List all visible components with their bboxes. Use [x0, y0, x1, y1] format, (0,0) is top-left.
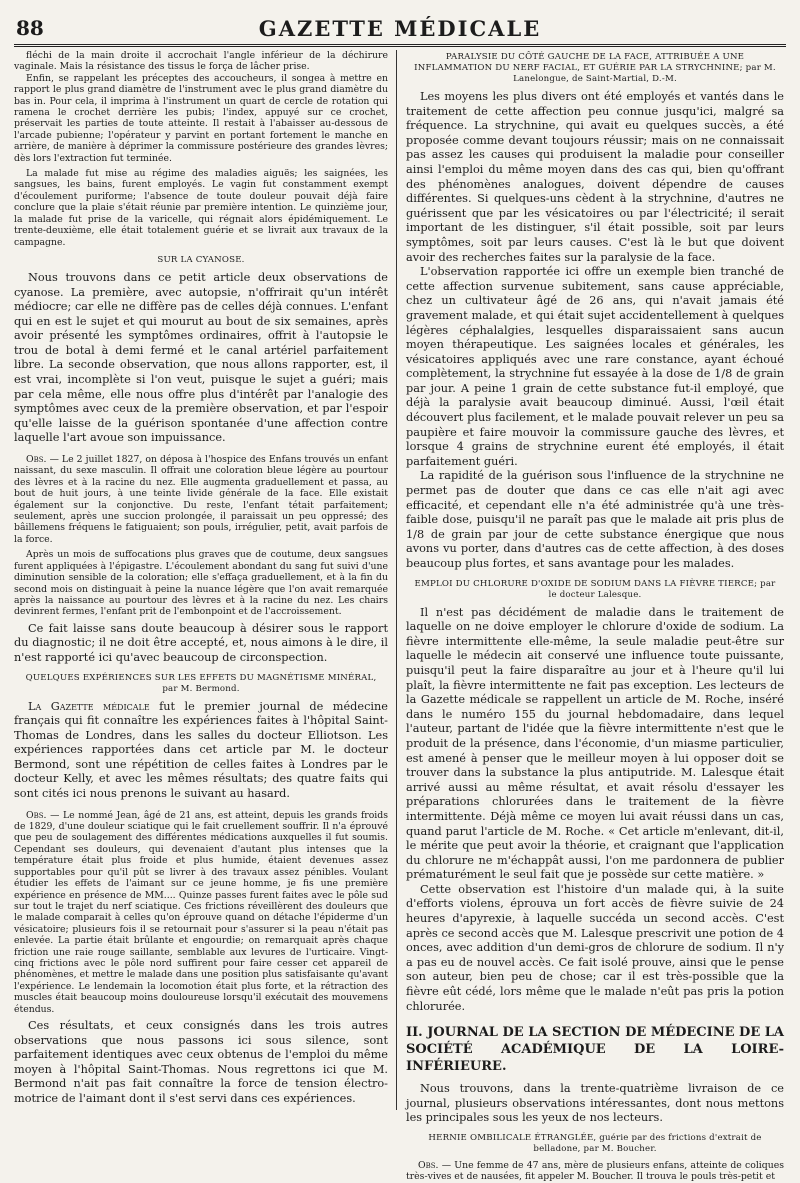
newspaper-page	[14, 10, 786, 1183]
journal-name: La Gazette médicale	[28, 699, 150, 713]
paragraph: Les moyens les plus divers ont été employés et vantés dans le traitement de cette affection peu connue jusqu'ici, malgré sa fréquence. La strychnine, qui avait eu quelques succès, a été proposée comme devant toujours réussir; mais on ne connaissait pas assez les causes qui produisent la maladie pour conseiller ainsi l'emploi du même moyen dans des cas qui, bien qu'offrant des phénomènes analogues, doivent dépendre de causes différentes. Si quelques-uns cèdent à la strychnine, d'autres ne guérissent que par les vésicatoires ou par l'électricité; il serait important de les distinguer, s'il était possible, soit par leurs symptômes, soit par leurs causes. C'est là le but que doivent avoir des recherches faites sur la paralysie de la face.	[406, 90, 784, 264]
paragraph-text: fut le premier journal de médecine français qui fit connaître les expériences faites à l'hôpital Saint-Thomas de Londres, dans les salles du docteur Elliotson. Les expériences rapportées dans cet article par M. le docteur Bermond, sont une répétition de celles faites à Londres par le docteur Kelly, et avec les mêmes résultats; des quatre faits qui sont cités ici nous prenons le suivant au hasard.	[14, 699, 388, 801]
paragraph: fléchi de la main droite il accrochait l'angle inférieur de la déchirure vaginale. Mais la résistance des tissus le força de lâcher prise.	[14, 50, 388, 73]
journal-title: GAZETTE MÉDICALE	[258, 16, 542, 41]
right-column	[406, 50, 784, 1183]
paragraph	[14, 700, 388, 802]
paragraph: Ces résultats, et ceux consignés dans les trois autres observations que nous passons ici sous silence, sont parfaitement identiques avec ceux obtenus de l'emploi du même moyen à l'hôpital Saint-Thomas. Nous regrettons ici que M. Bermond n'ait pas fait connaître la force de tension électro-motrice de l'aimant dont il s'est servi dans ces expériences.	[14, 1018, 388, 1105]
page-header	[14, 10, 786, 47]
paragraph: La malade fut mise au régime des maladies aiguës; les saignées, les sangsues, les bains, furent employés. Le vagin fut constamment exempt d'écoulement puriforme; l'absence de toute douleur pouvait déjà faire conclure que la plaie s'était réunie par première intention. Le quinzième jour, la malade fut prise de la varicelle, qui régnait alors épidémiquement. Le trente-deuxième, elle était totalement guérie et se livrait aux travaux de la campagne.	[14, 168, 388, 248]
observation-paragraph	[14, 454, 388, 545]
observation-paragraph	[14, 810, 388, 1015]
page-number: 88	[16, 16, 44, 40]
journal-section-title: II. JOURNAL DE LA SECTION DE MÉDECINE DE LA SOCIÉTÉ ACADÉMIQUE DE LA LOIRE-INFÉRIEURE.	[406, 1025, 784, 1075]
paragraph: Il n'est pas décidément de maladie dans le traitement de laquelle on ne doive employer le chlorure d'oxide de sodium. La fièvre intermittente elle-même, la seule maladie peut-être sur laquelle le médecin ait conservé une influence toute puissante, puisqu'il peut la faire disparaître au jour et à l'heure qu'il lui plaît, la fièvre intermittente ne fait pas exception. Les lecteurs de la Gazette médicale se rappellent un article de M. Roche, inséré dans le numéro 155 du journal hebdomadaire, dans lequel l'auteur, partant de l'idée que la fièvre intermittente n'est que le produit de la présence, dans l'économie, d'un miasme particulier, est amené à penser que le meilleur moyen à lui opposer doit se trouver dans la substance la plus antiputride. M. Lalesque était arrivé aussi au même résultat, et avait résolu d'essayer les préparations chlorurées dans le traitement de la fièvre intermittente. Déjà même ce moyen lui avait réussi dans un cas, quand parut l'article de M. Roche. « Cet article m'enlevant, dit-il, le mérite que peut avoir la théorie, et craignant que l'application du chlorure ne m'échappât aussi, l'on me pardonnera de publier prématurément le seul fait que je possède sur cette matière. »	[406, 605, 784, 882]
obs-label: Obs.	[26, 454, 47, 466]
section-heading: QUELQUES EXPÉRIENCES SUR LES EFFETS DU MAGNÉTISME MINÉRAL, par M. Bermond.	[25, 672, 377, 694]
obs-label: Obs.	[418, 1160, 439, 1171]
column-rule	[396, 50, 397, 1110]
observation-paragraph	[406, 1160, 784, 1183]
section-heading: PARALYSIE DU CÔTÉ GAUCHE DE LA FACE, ATTRIBUÉE A UNE INFLAMMATION DU NERF FACIAL, ET GUÉRIE PAR LA STRYCHNINE; par M. Lanelongue, de Saint-Martial, D.-M.	[414, 52, 776, 84]
paragraph: Enfin, se rappelant les préceptes des accoucheurs, il songea à mettre en rapport le plus grand diamètre de l'instrument avec le plus grand diamètre du bas in. Pour cela, il imprima à l'instrument un quart de cercle de rotation qui ramena le crochet derrière les pubis; l'index, appuyé sur ce crochet, préservait les parties de toute atteinte. Il restait à l'abaisser au-dessous de l'arcade pubienne; l'opérateur y parvint en portant fortement le manche en arrière, de manière à déprimer la commissure postérieure des grandes lèvres; dès lors l'extraction fut terminée.	[14, 72, 388, 164]
paragraph: Nous trouvons, dans la trente-quatrième livraison de ce journal, plusieurs observations intéressantes, dont nous mettons les principales sous les yeux de nos lecteurs.	[406, 1082, 784, 1125]
section-heading: SUR LA CYANOSE.	[157, 254, 245, 265]
section-heading: EMPLOI DU CHLORURE D'OXIDE DE SODIUM DANS LA FIÈVRE TIERCE; par le docteur Lalesque.	[414, 578, 776, 600]
paragraph: L'observation rapportée ici offre un exemple bien tranché de cette affection survenue subitement, sans cause appréciable, chez un cultivateur âgé de 26 ans, qui n'avait jamais été gravement malade, et qui était sujet accidentellement à quelques légères céphalalgies, lesquelles disparaissaient sans aucun moyen thérapeutique. Les saignées locales et générales, les vésicatoires appliqués avec une rare constance, ayant échoué complètement, la strychnine fut essayée à la dose de 1/8 de grain par jour. A peine 1 grain de cette substance fut-il employé, que déjà la paralysie avait beaucoup diminué. Aussi, l'œil était découvert plus facilement, et le malade pouvait relever un peu sa paupière et faire mouvoir la commissure gauche des lèvres, et lorsque 4 grains de strychnine eurent été employés, il était parfaitement guéri.	[406, 265, 784, 468]
obs-text: — Le 2 juillet 1827, on déposa à l'hospice des Enfans trouvés un enfant naissant, du sexe masculin. Il offrait une coloration bleue légère au pourtour des lèvres et à la racine du nez. Elle augmenta graduellement et passa, au bout de huit jours, à une teinte livide générale de la face. Elle existait également sur la conjonctive. Du reste, l'enfant tétait parfaitement; seulement, après une succion prolongée, il paraissait un peu oppressé; des bâillemens fréquens le fatiguaient; son pouls, irrégulier, petit, avait parfois de la force.	[14, 454, 388, 545]
obs-label: Obs.	[26, 809, 47, 821]
paragraph: La rapidité de la guérison sous l'influence de la strychnine ne permet pas de douter que dans ce cas elle n'ait agi avec efficacité, et cependant elle n'a été administrée qu'à une très-faible dose, puisqu'il ne paraît pas que le malade ait pris plus de 1/8 de grain par jour de cette substance énergique que nous avons vu porter, dans d'autres cas de cette affection, à des doses beaucoup plus fortes, et sans avantage pour les malades.	[406, 469, 784, 570]
section-heading: HERNIE OMBILICALE ÉTRANGLÉE, guérie par des frictions d'extrait de belladone, par M. Boucher.	[428, 1133, 762, 1154]
paragraph: Cette observation est l'histoire d'un malade qui, à la suite d'efforts violens, éprouva un fort accès de fièvre suivie de 24 heures d'apyrexie, à laquelle succéda un second accès. C'est après ce second accès que M. Lalesque prescrivit une potion de 4 onces, avec addition d'un demi-gros de chlorure de sodium. Il n'y a pas eu de nouvel accès. Ce fait isolé prouve, ainsi que le pense son auteur, bien peu de chose; car il est très-possible que la fièvre eût cédé, lors même que le malade n'eût pas pris la potion chlorurée.	[406, 882, 784, 1013]
paragraph: Nous trouvons dans ce petit article deux observations de cyanose. La première, avec autopsie, n'offrirait qu'un intérêt médiocre; car elle ne diffère pas de celles déjà connues. L'enfant qui en est le sujet et qui mourut au bout de six semaines, après avoir présenté les symptômes ordinaires, offrit à l'autopsie le trou de botal à demi fermé et le canal artériel parfaitement libre. La seconde observation, que nous allons rapporter, est, il est vrai, incomplète si l'on veut, puisque le sujet a guéri; mais par cela même, elle nous offre plus d'intérêt par l'analogie des symptômes avec ceux de la première observation, et par l'espoir qu'elle laisse de la guérison spontanée d'une affection contre laquelle l'art avoue son impuissance.	[14, 270, 388, 445]
left-column	[14, 50, 388, 1110]
obs-text: — Le nommé Jean, âgé de 21 ans, est atteint, depuis les grands froids de 1829, d'une douleur sciatique qui le fait cruellement souffrir. Il n'a éprouvé que peu de soulagement des différentes médications auxquelles il fut soumis. Cependant ses douleurs, qui devenaient d'autant plus intenses que la température était plus froide et plus humide, étaient devenues assez supportables pour qu'il pût se livrer à des travaux assez pénibles. Voulant étudier les effets de l'aimant sur ce jeune homme, je fis une première expérience en présence de MM.... Quinze passes furent faites avec le pôle sud sur tout le trajet du nerf sciatique. Ces frictions réveillèrent des douleurs que le malade comparait à celles qu'on éprouve quand on détache l'épiderme d'un vésicatoire; plusieurs fois il se retournait pour s'assurer si la peau n'était pas enlevée. La partie était brûlante et engourdie; on remarquait après chaque friction une raie rouge saillante, semblable aux levures de l'urticaire. Vingt-cinq frictions avec le pôle nord suffirent pour faire cesser cet appareil de phénomènes, et mettre le malade dans une position plus satisfaisante qu'avant l'expérience. Le lendemain la locomotion était plus forte, et la rétraction des muscles était beaucoup moins douloureuse lorsqu'il exécutait des mouvemens étendus.	[14, 809, 388, 1015]
obs-text: — Une femme de 47 ans, mère de plusieurs enfans, atteinte de coliques très-vives et de nausées, fit appeler M. Boucher. Il trouva le pouls très-petit et	[406, 1160, 784, 1183]
paragraph: Après un mois de suffocations plus graves que de coutume, deux sangsues furent appliquées à l'épigastre. L'écoulement abondant du sang fut suivi d'une diminution sensible de la coloration; elle s'effaça graduellement, et à la fin du second mois on distinguait à peine la nuance légère que l'on avait remarquée après la naissance au pourtour des lèvres et à la racine du nez. Les chairs devinrent fermes, l'enfant prit de l'embonpoint et de l'accroissement.	[14, 549, 388, 618]
paragraph: Ce fait laisse sans doute beaucoup à désirer sous le rapport du diagnostic; il ne doit être accepté, et, nous aimons à le dire, il n'est rapporté ici qu'avec beaucoup de circonspection.	[14, 621, 388, 664]
